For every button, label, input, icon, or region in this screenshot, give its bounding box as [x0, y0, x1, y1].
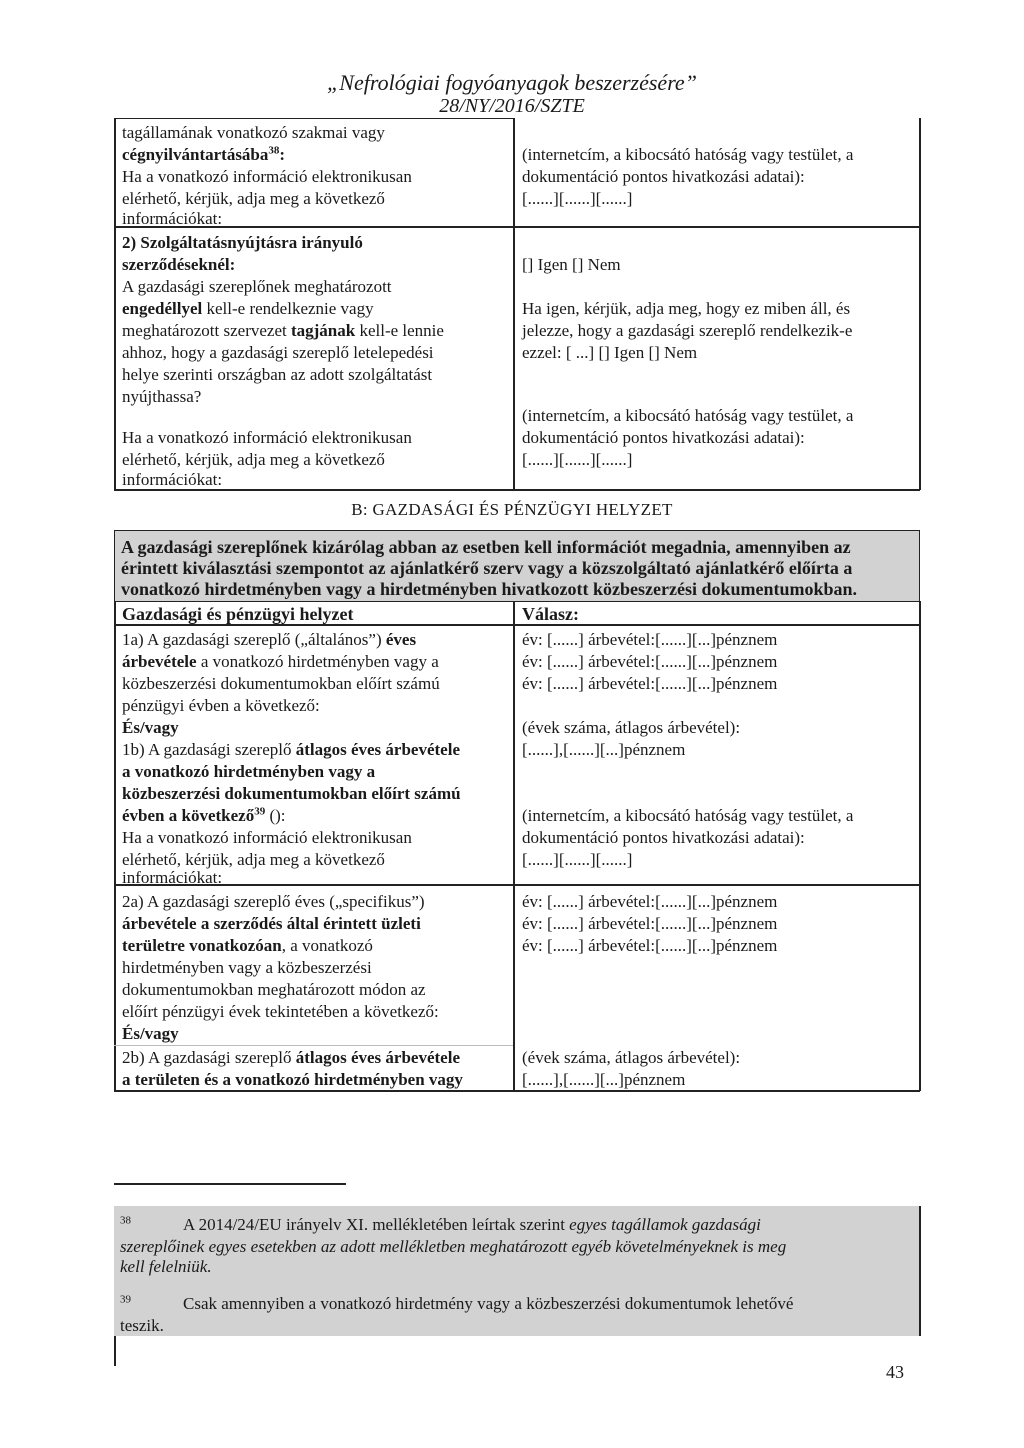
- cell-text-bold: közbeszerzési dokumentumokban előírt számú: [122, 784, 461, 803]
- cell-text: információkat:: [122, 470, 223, 489]
- cell-text: információkat:: [122, 868, 223, 887]
- cell-text: 1a) A gazdasági szereplő („általános”) éves: [122, 630, 417, 649]
- cell-text: ahhoz, hogy a gazdasági szereplő letelepedési: [122, 343, 434, 362]
- notice-text: vonatkozó hirdetményben vagy a hirdetményben hivatkozott közbeszerzési dokumentumokban.: [121, 579, 858, 599]
- cell-text: pénzügyi évben a következő:: [122, 696, 320, 715]
- cell-text: Ha a vonatkozó információ elektronikusan: [122, 428, 412, 447]
- answer-text: dokumentáció pontos hivatkozási adatai):: [522, 428, 805, 447]
- cell-text: engedéllyel kell-e rendelkeznie vagy: [122, 299, 374, 318]
- answer-row[interactable]: év: [......] árbevétel:[......][...]pénznem: [522, 630, 778, 649]
- answer-row[interactable]: év: [......] árbevétel:[......][...]pénznem: [522, 674, 778, 693]
- cell-text: elérhető, kérjük, adja meg a következő: [122, 450, 385, 469]
- cell-heading: 2) Szolgáltatásnyújtásra irányuló: [122, 233, 363, 252]
- footnote-ref-39[interactable]: 39: [254, 805, 266, 818]
- yes-no-choice[interactable]: ezzel: [ ...] [] Igen [] Nem: [522, 343, 698, 362]
- footnote-38: $^{38}$ A 2014/24/EU irányelv XI. mellékletében leírtak szerint egyes tagállamok gazdasági: [120, 1214, 761, 1234]
- answer-placeholder[interactable]: [......][......][......]: [522, 850, 633, 869]
- yes-no-choice[interactable]: [] Igen [] Nem: [522, 255, 621, 274]
- cell-connector: És/vagy: [122, 718, 179, 737]
- cell-heading: szerződéseknél:: [122, 255, 236, 274]
- answer-text: dokumentáció pontos hivatkozási adatai):: [522, 828, 805, 847]
- cell-text-bold: a vonatkozó hirdetményben vagy a: [122, 762, 376, 781]
- answer-text: jelezze, hogy a gazdasági szereplő rendelkezik-e: [522, 321, 853, 340]
- cell-text: Ha a vonatkozó információ elektronikusan: [122, 828, 412, 847]
- column-header-right: Válasz:: [522, 604, 579, 624]
- cell-text: meghatározott szervezet tagjának kell-e lennie: [122, 321, 444, 340]
- page-number: 43: [886, 1362, 904, 1382]
- footnote-39: $^{39}$ Csak amennyiben a vonatkozó hirdetmény vagy a közbeszerzési dokumentumok lehetővé: [120, 1293, 794, 1313]
- cell-text: elérhető, kérjük, adja meg a következő: [122, 189, 385, 208]
- cell-text: elérhető, kérjük, adja meg a következő: [122, 850, 385, 869]
- answer-row[interactable]: év: [......] árbevétel:[......][...]pénznem: [522, 892, 778, 911]
- answer-text: (internetcím, a kibocsátó hatóság vagy testület, a: [522, 145, 854, 164]
- cell-text-bold: árbevétele a szerződés által érintett üzleti: [122, 914, 421, 933]
- column-header-left: Gazdasági és pénzügyi helyzet: [122, 604, 354, 624]
- answer-placeholder[interactable]: [......][......][......]: [522, 189, 633, 208]
- answer-placeholder[interactable]: [......],[......][...]pénznem: [522, 740, 686, 759]
- cell-text: információkat:: [122, 209, 223, 228]
- document-title: „Nefrológiai fogyóanyagok beszerzésére”: [327, 70, 697, 95]
- answer-text: (évek száma, átlagos árbevétel):: [522, 718, 741, 737]
- cell-text: közbeszerzési dokumentumokban előírt számú: [122, 674, 440, 693]
- cell-text: 2b) A gazdasági szereplő átlagos éves árbevétele: [122, 1048, 460, 1067]
- answer-placeholder[interactable]: [......][......][......]: [522, 450, 633, 469]
- cell-text-bold: a területen és a vonatkozó hirdetményben vagy: [122, 1070, 463, 1089]
- answer-text: dokumentáció pontos hivatkozási adatai):: [522, 167, 805, 186]
- cell-text: 2a) A gazdasági szereplő éves („specifikus”): [122, 892, 425, 911]
- notice-text: A gazdasági szereplőnek kizárólag abban az esetben kell információt megadnia, amennyiben az: [121, 537, 851, 557]
- section-b-title: B: GAZDASÁGI ÉS PÉNZÜGYI HELYZET: [351, 500, 673, 519]
- footnote-ref-38[interactable]: 38: [268, 144, 280, 157]
- footnote-separator: [114, 1183, 346, 1185]
- cell-text: helye szerinti országban az adott szolgáltatást: [122, 365, 433, 384]
- answer-text: Ha igen, kérjük, adja meg, hogy ez miben áll, és: [522, 299, 851, 318]
- cell-text: tagállamának vonatkozó szakmai vagy: [122, 123, 385, 142]
- answer-row[interactable]: év: [......] árbevétel:[......][...]pénznem: [522, 914, 778, 933]
- cell-text: nyújthassa?: [122, 387, 202, 406]
- footnote-38-cont: szereplőinek egyes esetekben az adott mellékletben meghatározott egyéb követelményeknek is meg: [120, 1237, 787, 1256]
- document-code: 28/NY/2016/SZTE: [439, 95, 585, 117]
- notice-text: érintett kiválasztási szempontot az ajánlatkérő szerv vagy a közszolgáltató ajánlatkérő előírta a: [121, 558, 853, 578]
- cell-text-bold: évben a következő$^{39}$ ():: [122, 805, 286, 825]
- answer-placeholder[interactable]: [......],[......][...]pénznem: [522, 1070, 686, 1089]
- cell-text: hirdetményben vagy a közbeszerzési: [122, 958, 372, 977]
- cell-text: területre vonatkozóan, a vonatkozó: [122, 936, 373, 955]
- footnote-39-cont: teszik.: [120, 1316, 164, 1335]
- cell-connector: És/vagy: [122, 1024, 179, 1043]
- cell-text: előírt pénzügyi évek tekintetében a következő:: [122, 1002, 439, 1021]
- cell-text-bold: cégnyilvántartásába$^{38}$:: [122, 144, 286, 164]
- footnote-38-cont: kell felelniük.: [120, 1257, 212, 1276]
- answer-text: (internetcím, a kibocsátó hatóság vagy testület, a: [522, 406, 854, 425]
- answer-text: (évek száma, átlagos árbevétel):: [522, 1048, 741, 1067]
- cell-text: dokumentumokban meghatározott módon az: [122, 980, 426, 999]
- answer-row[interactable]: év: [......] árbevétel:[......][...]pénznem: [522, 652, 778, 671]
- cell-text: 1b) A gazdasági szereplő átlagos éves árbevétele: [122, 740, 460, 759]
- answer-row[interactable]: év: [......] árbevétel:[......][...]pénznem: [522, 936, 778, 955]
- cell-text: Ha a vonatkozó információ elektronikusan: [122, 167, 412, 186]
- cell-text: A gazdasági szereplőnek meghatározott: [122, 277, 392, 296]
- cell-text: árbevétele a vonatkozó hirdetményben vagy a: [122, 652, 439, 671]
- answer-text: (internetcím, a kibocsátó hatóság vagy testület, a: [522, 806, 854, 825]
